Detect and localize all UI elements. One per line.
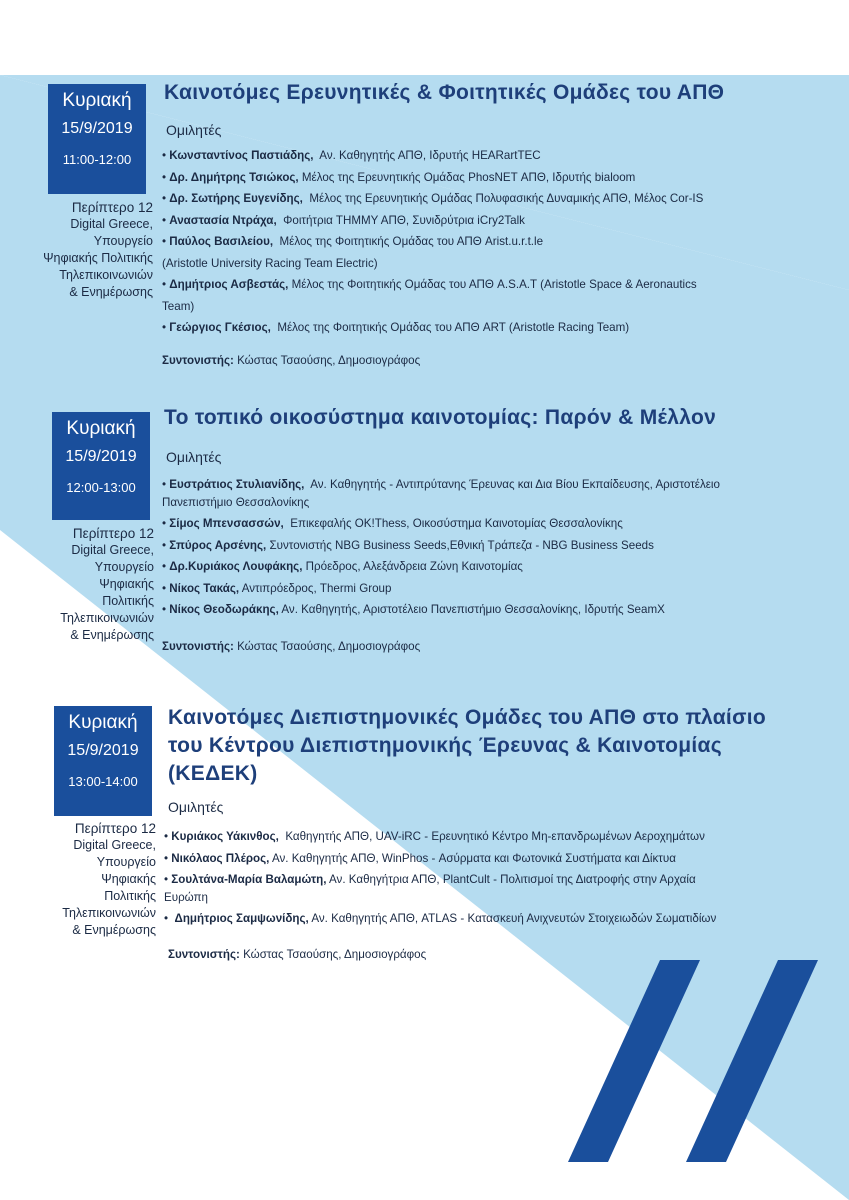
speaker-row: • Κωνσταντίνος Παστιάδης, Αν. Καθηγητής ΑΠΘ, Ιδρυτής HEARartTEC: [162, 149, 541, 162]
time-label: 12:00-13:00: [66, 480, 136, 495]
title-line: Καινοτόμες Διεπιστημονικές Ομάδες του ΑΠΘ στο πλαίσιο: [168, 706, 766, 729]
date-label: 15/9/2019: [61, 120, 133, 137]
speaker-row: • Αναστασία Ντράχα, Φοιτήτρια ΤΗΜΜΥ ΑΠΘ, Συνιδρύτρια iCry2Talk: [162, 213, 525, 227]
speaker-name: Δημήτριος Σαμψωνίδης,: [174, 912, 309, 925]
venue-line: Περίπτερο 12: [74, 821, 156, 836]
date-label: 15/9/2019: [65, 448, 137, 465]
time-label: 11:00-12:00: [62, 152, 132, 167]
moderator-name: Κώστας Τσαούσης, Δημοσιογράφος: [237, 354, 421, 367]
moderator: [162, 354, 420, 367]
venue-line: Ψηφιακής Πολιτικής: [43, 251, 153, 265]
venue-line: Τηλεπικοινωνιών: [59, 268, 153, 282]
session-title: [168, 704, 766, 788]
venue-line: Digital Greece,: [73, 838, 156, 852]
venue-line: & Ενημέρωσης: [70, 628, 154, 642]
speaker-role: Πανεπιστήμιο Θεσσαλονίκης: [162, 495, 310, 509]
speakers-heading: Ομιλητές: [166, 449, 222, 465]
speaker-row: • Νίκος Τακάς, Αντιπρόεδρος, Thermi Group: [162, 581, 392, 595]
speaker-name: Σουλτάνα-Μαρία Βαλαμώτη,: [171, 873, 327, 886]
moderator-label: Συντονιστής:: [162, 640, 234, 653]
speaker-role: Αν. Καθηγητής - Αντιπρύτανης Έρευνας και Δια Βίου Εκπαίδευσης, Αριστοτέλειο: [310, 478, 720, 491]
speaker-role: Επικεφαλής OK!Thess, Οικοσύστημα Καινοτομίας Θεσσαλονίκης: [290, 517, 623, 530]
speaker-name: Νίκος Τακάς,: [169, 581, 240, 595]
venue-line: Digital Greece,: [71, 543, 154, 557]
speaker-role: Αντιπρόεδρος, Thermi Group: [241, 581, 392, 595]
moderator: [168, 948, 426, 961]
speaker-row: • Γεώργιος Γκέσιος, Μέλος της Φοιτητικής Ομάδας του ΑΠΘ ART (Aristotle Racing Team): [162, 321, 630, 334]
speaker-row: • Δρ. Σωτήρης Ευγενίδης, Μέλος της Ερευνητικής Ομάδας Πολυφασικής Δυναμικής ΑΠΘ, Μέλος Cor-IS: [162, 192, 704, 205]
venue-line: Υπουργείο: [94, 560, 154, 574]
speaker-name: Ευστράτιος Στυλιανίδης,: [169, 478, 305, 491]
speaker-role: Μέλος της Φοιτητικής Ομάδας του ΑΠΘ A.S.A.T (Aristotle Space & Aeronautics: [291, 278, 697, 291]
speaker-role: Συντονιστής NBG Business Seeds,Εθνική Τράπεζα - NBG Business Seeds: [269, 538, 654, 552]
venue-line: Τηλεπικοινωνιών: [60, 611, 154, 625]
speaker-role: (Aristotle University Racing Team Electric): [162, 256, 378, 270]
venue-line: Υπουργείο: [96, 855, 156, 869]
speaker-role: Αν. Καθηγητής ΑΠΘ, Ιδρυτής HEARartTEC: [319, 149, 541, 162]
venue-line: Περίπτερο 12: [71, 200, 153, 215]
speaker-role: Φοιτήτρια ΤΗΜΜΥ ΑΠΘ, Συνιδρύτρια iCry2Talk: [283, 213, 525, 227]
session-title: [164, 80, 724, 106]
speaker-role: Μέλος της Ερευνητικής Ομάδας Πολυφασικής Δυναμικής ΑΠΘ, Μέλος Cor-IS: [309, 192, 704, 205]
speaker-row: • Δρ.Κυριάκος Λουφάκης, Πρόεδρος, Αλεξάνδρεια Ζώνη Καινοτομίας: [162, 560, 523, 573]
speaker-name: Νίκος Θεοδωράκης,: [169, 603, 279, 616]
venue-line: Digital Greece,: [70, 217, 153, 231]
speaker-name: Αναστασία Ντράχα,: [169, 213, 277, 227]
venue: [60, 525, 154, 644]
moderator-name: Κώστας Τσαούσης, Δημοσιογράφος: [237, 640, 421, 653]
moderator-label: Συντονιστής:: [168, 948, 240, 961]
time-label: 13:00-14:00: [68, 774, 138, 789]
day-label: Κυριακή: [62, 90, 132, 111]
speaker-role: Αν. Καθηγητής ΑΠΘ, ATLAS - Κατασκευή Ανιχνευτών Στοιχειωδών Σωματιδίων: [311, 912, 717, 925]
speaker-role: Μέλος της Φοιτητικής Ομάδας του ΑΠΘ ART (Aristotle Racing Team): [277, 321, 630, 334]
venue-line: Περίπτερο 12: [72, 526, 154, 541]
day-label: Κυριακή: [66, 418, 136, 439]
speaker-row: • Ευστράτιος Στυλιανίδης, Αν. Καθηγητής - Αντιπρύτανης Έρευνας και Δια Βίου Εκπαίδευσης, Αριστοτέλειο: [162, 478, 720, 491]
venue-line: & Ενημέρωσης: [72, 923, 156, 937]
speaker-row: • Παύλος Βασιλείου, Μέλος της Φοιτητικής Ομάδας του ΑΠΘ Arist.u.r.t.le: [162, 235, 544, 248]
speaker-row: • Νικόλαος Πλέρος, Αν. Καθηγητής ΑΠΘ, WinPhos - Ασύρματα και Φωτονικά Συστήματα και Δίκτυα: [164, 851, 676, 865]
venue-line: & Ενημέρωσης: [69, 285, 153, 299]
venue-line: Ψηφιακής: [99, 577, 154, 591]
speaker-row-continued: [162, 296, 703, 318]
speaker-role: Αν. Καθηγήτρια ΑΠΘ, PlantCult - Πολιτισμοί της Διατροφής στην Αρχαία: [329, 873, 696, 886]
moderator: [162, 640, 420, 653]
title-line: του Κέντρου Διεπιστημονικής Έρευνας & Καινοτομίας: [168, 734, 722, 757]
speakers-heading: Ομιλητές: [168, 799, 224, 815]
speaker-name: Παύλος Βασιλείου,: [169, 235, 274, 248]
speaker-role: Μέλος της Ερευνητικής Ομάδας PhosNET ΑΠΘ, Ιδρυτής bialoom: [301, 170, 636, 184]
moderator-name: Κώστας Τσαούσης, Δημοσιογράφος: [243, 948, 427, 961]
speaker-row: • Σπύρος Αρσένης, Συντονιστής NBG Business Seeds,Εθνική Τράπεζα - NBG Business Seeds: [162, 538, 654, 552]
date-box: [54, 706, 152, 816]
speaker-role: Μέλος της Φοιτητικής Ομάδας του ΑΠΘ Arist.u.r.t.le: [279, 235, 544, 248]
speaker-name: Δρ. Δημήτρης Τσιώκος,: [169, 170, 299, 184]
venue: [43, 199, 153, 301]
speaker-role: Πρόεδρος, Αλεξάνδρεια Ζώνη Καινοτομίας: [305, 560, 523, 573]
speaker-row: • Δρ. Δημήτρης Τσιώκος, Μέλος της Ερευνητικής Ομάδας PhosNET ΑΠΘ, Ιδρυτής bialoom: [162, 170, 636, 184]
speaker-name: Κυριάκος Υάκινθος,: [171, 830, 279, 843]
speaker-name: Κωνσταντίνος Παστιάδης,: [169, 149, 314, 162]
day-label: Κυριακή: [68, 712, 138, 733]
speaker-name: Δημήτριος Ασβεστάς,: [169, 278, 289, 291]
venue-line: Τηλεπικοινωνιών: [62, 906, 156, 920]
speakers-list: [162, 145, 703, 339]
session-title: [164, 405, 716, 431]
speaker-row: • Νίκος Θεοδωράκης, Αν. Καθηγητής, Αριστοτέλειο Πανεπιστήμιο Θεσσαλονίκης, Ιδρυτής SeamX: [162, 603, 665, 616]
speaker-row-continued: [162, 253, 703, 275]
speaker-role: Καθηγητής ΑΠΘ, UAV-iRC - Ερευνητικό Κέντρο Μη-επανδρωμένων Αεροχημάτων: [285, 830, 705, 843]
venue-line: Ψηφιακής: [101, 872, 156, 886]
speaker-role: Αν. Καθηγητής ΑΠΘ, WinPhos - Ασύρματα και Φωτονικά Συστήματα και Δίκτυα: [271, 851, 676, 865]
venue-line: Πολιτικής: [104, 889, 156, 903]
speaker-row: • Σίμος Μπενσασσών, Επικεφαλής OK!Thess, Οικοσύστημα Καινοτομίας Θεσσαλονίκης: [162, 517, 623, 530]
title-line: Καινοτόμες Ερευνητικές & Φοιτητικές Ομάδες του ΑΠΘ: [164, 81, 725, 104]
speakers-list: [164, 826, 716, 930]
speaker-row: • Σουλτάνα-Μαρία Βαλαμώτη, Αν. Καθηγήτρια ΑΠΘ, PlantCult - Πολιτισμοί της Διατροφής στην Αρχαία: [164, 873, 696, 886]
venue: [62, 820, 156, 939]
venue-line: Υπουργείο: [93, 234, 153, 248]
speaker-role: Ευρώπη: [164, 890, 209, 904]
speaker-name: Δρ.Κυριάκος Λουφάκης,: [169, 560, 303, 573]
speaker-name: Δρ. Σωτήρης Ευγενίδης,: [169, 192, 303, 205]
speakers-list: [162, 474, 720, 621]
date-box: [52, 412, 150, 520]
speaker-name: Γεώργιος Γκέσιος,: [169, 321, 271, 334]
speaker-name: Σίμος Μπενσασσών,: [169, 517, 284, 530]
speaker-role: Αν. Καθηγητής, Αριστοτέλειο Πανεπιστήμιο Θεσσαλονίκης, Ιδρυτής SeamX: [281, 603, 665, 616]
speaker-role: Team): [162, 299, 195, 313]
moderator-label: Συντονιστής:: [162, 354, 234, 367]
speaker-row: • Δημήτριος Σαμψωνίδης, Αν. Καθηγητής ΑΠΘ, ATLAS - Κατασκευή Ανιχνευτών Στοιχειωδών Σωματιδίων: [164, 912, 717, 925]
date-box: [48, 84, 146, 194]
venue-line: Πολιτικής: [102, 594, 154, 608]
speaker-name: Σπύρος Αρσένης,: [169, 538, 267, 552]
date-label: 15/9/2019: [67, 742, 139, 759]
speaker-name: Νικόλαος Πλέρος,: [171, 851, 270, 865]
speakers-heading: Ομιλητές: [166, 122, 222, 138]
title-line: (ΚΕΔΕΚ): [168, 762, 258, 785]
speaker-row: • Δημήτριος Ασβεστάς, Μέλος της Φοιτητικής Ομάδας του ΑΠΘ A.S.A.T (Aristotle Space & Aeronautics: [162, 278, 697, 291]
speaker-row: • Κυριάκος Υάκινθος, Καθηγητής ΑΠΘ, UAV-iRC - Ερευνητικό Κέντρο Μη-επανδρωμένων Αεροχημάτων: [164, 830, 705, 843]
title-line: Το τοπικό οικοσύστημα καινοτομίας: Παρόν & Μέλλον: [164, 406, 717, 429]
